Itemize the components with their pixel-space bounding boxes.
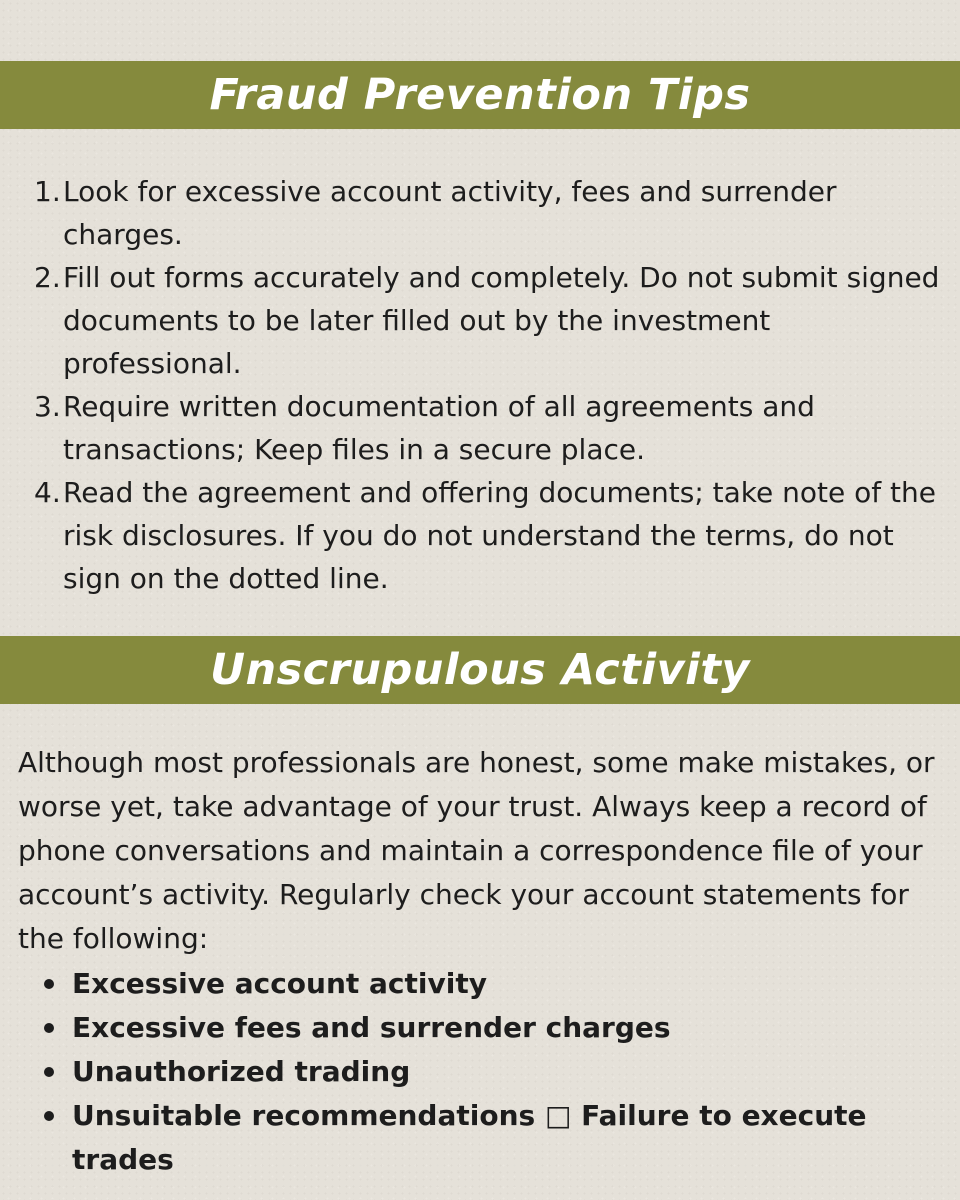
tip-item <box>34 170 952 256</box>
list-item-text: Excessive fees and surrender charges <box>72 1011 671 1044</box>
bullet-icon <box>44 1023 54 1033</box>
tip-item <box>34 385 952 471</box>
list-item <box>44 1094 944 1182</box>
tip-number: 2. <box>34 261 61 294</box>
tip-text: Require written documentation of all agreements and transactions; Keep files in a secure place. <box>63 390 815 466</box>
list-item <box>44 1050 944 1094</box>
tip-text: Look for excessive account activity, fees and surrender charges. <box>63 175 837 251</box>
tip-text: Read the agreement and offering documents; take note of the risk disclosures. If you do not understand the terms, do not sign on the dotted line. <box>63 476 936 595</box>
tip-item <box>34 256 952 385</box>
bullet-icon <box>44 1067 54 1077</box>
fraud-prevention-heading: Fraud Prevention Tips <box>209 69 751 120</box>
tip-number: 1. <box>34 175 61 208</box>
list-item-text: Excessive account activity <box>72 967 487 1000</box>
list-item-text: Unauthorized trading <box>72 1055 411 1088</box>
bullet-icon <box>44 1111 54 1121</box>
tip-text: Fill out forms accurately and completely. Do not submit signed documents to be later filled out by the investment professional. <box>63 261 940 380</box>
tip-number: 3. <box>34 390 61 423</box>
tip-item <box>34 471 952 600</box>
statement-check-list <box>44 962 944 1182</box>
fraud-prevention-tips-list <box>34 170 952 600</box>
unscrupulous-activity-banner <box>0 636 960 704</box>
unscrupulous-activity-intro: Although most professionals are honest, some make mistakes, or worse yet, take advantage of your trust. Always keep a record of phone conversations and maintain a correspondence file of your account’s activity. Regularly check your account statements for the following: <box>18 746 935 955</box>
list-item <box>44 962 944 1006</box>
list-item-text: Unsuitable recommendations □ Failure to execute trades <box>72 1099 867 1176</box>
bullet-icon <box>44 979 54 989</box>
tip-number: 4. <box>34 476 61 509</box>
unscrupulous-activity-heading: Unscrupulous Activity <box>210 644 750 695</box>
fraud-prevention-banner <box>0 61 960 129</box>
list-item <box>44 1006 944 1050</box>
